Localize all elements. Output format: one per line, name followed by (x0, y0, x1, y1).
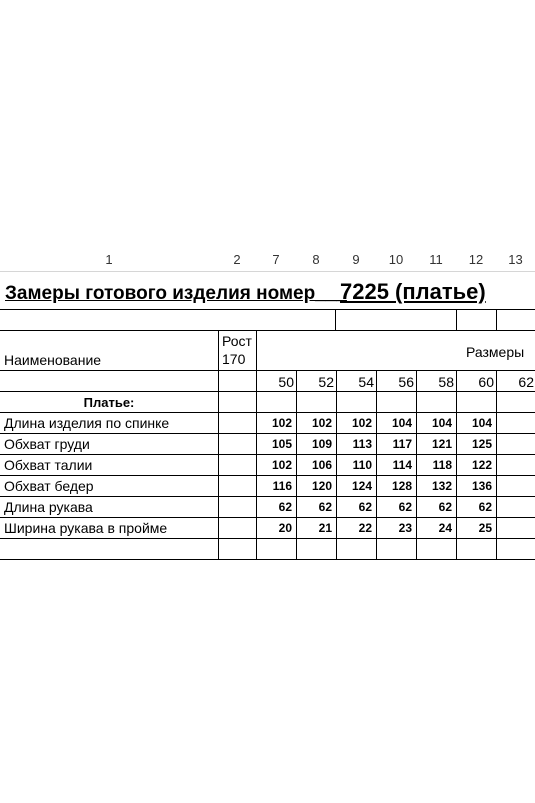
measurement-value[interactable]: 117 (392, 437, 412, 451)
measurement-value[interactable]: 110 (352, 458, 372, 472)
spreadsheet (0, 249, 535, 560)
measurement-value[interactable]: 24 (438, 521, 452, 535)
table-row (0, 497, 535, 518)
empty-cell[interactable] (496, 455, 535, 475)
empty-cell[interactable] (496, 476, 535, 496)
measurement-value[interactable]: 104 (391, 416, 412, 430)
size-cell[interactable]: 56 (398, 374, 414, 390)
measurement-value[interactable]: 102 (311, 416, 332, 430)
row-name[interactable]: Ширина рукава в пройме (4, 520, 168, 536)
empty-cell[interactable] (496, 518, 535, 538)
column-header-row (0, 249, 535, 272)
column-header[interactable]: 7 (272, 252, 280, 267)
measurement-value[interactable]: 118 (432, 458, 452, 472)
size-cell[interactable]: 52 (318, 374, 334, 390)
measurement-value[interactable]: 102 (351, 416, 372, 430)
measurement-value[interactable]: 136 (471, 479, 492, 493)
table-header-row (0, 331, 535, 371)
measurement-value[interactable]: 128 (391, 479, 412, 493)
column-header[interactable]: 1 (105, 252, 113, 267)
section-row (0, 392, 535, 413)
column-header[interactable]: 10 (388, 252, 404, 267)
size-cell[interactable]: 60 (478, 374, 494, 390)
height-cell[interactable] (219, 331, 256, 370)
measurement-value[interactable]: 122 (471, 458, 492, 472)
column-header[interactable]: 11 (429, 252, 443, 267)
row-name[interactable]: Длина рукава (4, 499, 93, 515)
measurement-value[interactable]: 102 (271, 416, 292, 430)
measurement-value[interactable]: 120 (311, 479, 332, 493)
size-cell[interactable]: 58 (438, 374, 454, 390)
table-row (0, 434, 535, 455)
column-header[interactable]: 12 (468, 252, 484, 267)
height-value: 170 (222, 351, 246, 367)
measurement-value[interactable]: 102 (271, 458, 292, 472)
measurement-value[interactable]: 20 (278, 521, 292, 535)
empty-cell[interactable] (496, 434, 535, 454)
measurement-value[interactable]: 109 (311, 437, 332, 451)
measurement-value[interactable]: 62 (398, 500, 412, 514)
measurement-value[interactable]: 104 (431, 416, 452, 430)
column-header[interactable]: 8 (312, 252, 320, 267)
section-label[interactable]: Платье: (83, 395, 135, 410)
table-row (0, 413, 535, 434)
measurement-value[interactable]: 132 (431, 479, 452, 493)
row-name[interactable]: Обхват талии (4, 457, 93, 473)
column-header[interactable]: 9 (352, 252, 360, 267)
measurement-value[interactable]: 62 (318, 500, 332, 514)
name-header[interactable]: Наименование (4, 352, 102, 368)
sizes-label[interactable]: Размеры (466, 344, 525, 360)
measurement-value[interactable]: 104 (471, 416, 492, 430)
measurement-value[interactable]: 62 (278, 500, 292, 514)
size-cell[interactable]: 54 (358, 374, 374, 390)
measurement-value[interactable]: 106 (311, 458, 332, 472)
measurement-value[interactable]: 113 (352, 437, 372, 451)
height-label: Рост (222, 333, 252, 349)
empty-row (0, 539, 535, 560)
measurement-value[interactable]: 62 (478, 500, 492, 514)
measurement-value[interactable]: 116 (272, 479, 292, 493)
measurement-rows (0, 413, 535, 539)
size-cell[interactable]: 62 (518, 374, 534, 390)
measurement-value[interactable]: 121 (431, 437, 452, 451)
measurement-value[interactable]: 25 (478, 521, 492, 535)
row-name[interactable]: Длина изделия по спинке (4, 415, 170, 431)
measurement-value[interactable]: 105 (271, 437, 292, 451)
empty-cell[interactable] (496, 497, 535, 517)
table-row (0, 518, 535, 539)
measurement-value[interactable]: 124 (351, 479, 372, 493)
table-row (0, 455, 535, 476)
column-header[interactable]: 13 (508, 252, 523, 267)
model-number[interactable]: 7225 (платье) (340, 279, 486, 304)
sizes-row (0, 371, 535, 392)
measurement-value[interactable]: 21 (318, 521, 332, 535)
table-row (0, 476, 535, 497)
row-name[interactable]: Обхват груди (4, 436, 90, 452)
measurement-value[interactable]: 22 (358, 521, 372, 535)
measurement-value[interactable]: 62 (358, 500, 372, 514)
empty-cell[interactable] (496, 413, 535, 433)
sheet-title[interactable]: Замеры готового изделия номер___ (5, 283, 347, 304)
row-name[interactable]: Обхват бедер (4, 478, 94, 494)
size-cell[interactable]: 50 (278, 374, 294, 390)
measurement-value[interactable]: 23 (398, 521, 412, 535)
title-row (0, 272, 535, 310)
measurement-value[interactable]: 125 (471, 437, 492, 451)
empty-row (0, 310, 535, 331)
measurement-value[interactable]: 114 (392, 458, 412, 472)
column-header[interactable]: 2 (233, 252, 241, 267)
measurement-value[interactable]: 62 (438, 500, 452, 514)
